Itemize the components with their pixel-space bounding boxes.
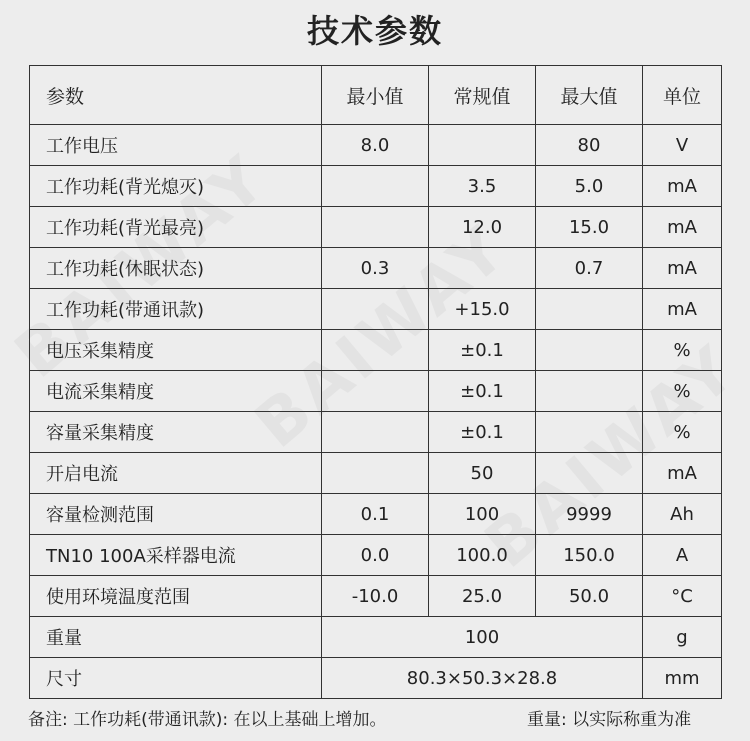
- cell-param: 重量: [30, 617, 322, 658]
- cell-max: 5.0: [536, 166, 643, 207]
- cell-unit: %: [643, 412, 722, 453]
- cell-size-value: 80.3×50.3×28.8: [322, 658, 643, 699]
- cell-typ: 12.0: [429, 207, 536, 248]
- cell-unit: mA: [643, 248, 722, 289]
- cell-min: [322, 166, 429, 207]
- table-row: [30, 576, 722, 617]
- cell-max: 80: [536, 125, 643, 166]
- cell-param: 电流采集精度: [30, 371, 322, 412]
- cell-unit: mA: [643, 166, 722, 207]
- cell-min: [322, 412, 429, 453]
- cell-max: [536, 289, 643, 330]
- cell-typ: 3.5: [429, 166, 536, 207]
- cell-max: 15.0: [536, 207, 643, 248]
- cell-typ: [429, 125, 536, 166]
- cell-max: 150.0: [536, 535, 643, 576]
- cell-min: -10.0: [322, 576, 429, 617]
- cell-unit: mA: [643, 453, 722, 494]
- table-row: [30, 371, 722, 412]
- header-max: 最大值: [536, 66, 643, 125]
- cell-typ: [429, 248, 536, 289]
- cell-weight-value: 100: [322, 617, 643, 658]
- cell-max: 9999: [536, 494, 643, 535]
- cell-typ: +15.0: [429, 289, 536, 330]
- cell-param: 使用环境温度范围: [30, 576, 322, 617]
- cell-min: [322, 330, 429, 371]
- cell-param: 电压采集精度: [30, 330, 322, 371]
- table-row: [30, 494, 722, 535]
- table-row-weight: [30, 617, 722, 658]
- table-row: [30, 289, 722, 330]
- cell-param: 工作电压: [30, 125, 322, 166]
- cell-typ: ±0.1: [429, 330, 536, 371]
- header-unit: 单位: [643, 66, 722, 125]
- cell-unit: mA: [643, 207, 722, 248]
- table-row: [30, 535, 722, 576]
- cell-min: 8.0: [322, 125, 429, 166]
- cell-param: 工作功耗(背光熄灭): [30, 166, 322, 207]
- table-header-row: [30, 66, 722, 125]
- cell-param: 容量采集精度: [30, 412, 322, 453]
- cell-min: 0.0: [322, 535, 429, 576]
- cell-typ: 100: [429, 494, 536, 535]
- cell-max: 50.0: [536, 576, 643, 617]
- cell-unit: g: [643, 617, 722, 658]
- table-row: [30, 166, 722, 207]
- table-row: [30, 125, 722, 166]
- cell-param: 工作功耗(带通讯款): [30, 289, 322, 330]
- header-min: 最小值: [322, 66, 429, 125]
- cell-typ: ±0.1: [429, 371, 536, 412]
- cell-param: 工作功耗(背光最亮): [30, 207, 322, 248]
- cell-min: [322, 289, 429, 330]
- cell-typ: ±0.1: [429, 412, 536, 453]
- header-param: 参数: [30, 66, 322, 125]
- cell-unit: mm: [643, 658, 722, 699]
- cell-min: [322, 453, 429, 494]
- cell-unit: %: [643, 330, 722, 371]
- cell-max: [536, 453, 643, 494]
- page-title: 技术参数: [306, 12, 443, 50]
- cell-max: [536, 412, 643, 453]
- cell-typ: 100.0: [429, 535, 536, 576]
- cell-param: 工作功耗(休眠状态): [30, 248, 322, 289]
- cell-unit: %: [643, 371, 722, 412]
- cell-param: TN10 100A采样器电流: [30, 535, 322, 576]
- table-row: [30, 248, 722, 289]
- table-row: [30, 412, 722, 453]
- cell-min: 0.3: [322, 248, 429, 289]
- cell-unit: V: [643, 125, 722, 166]
- cell-typ: 25.0: [429, 576, 536, 617]
- cell-max: [536, 371, 643, 412]
- table-row: [30, 453, 722, 494]
- spec-table: [29, 65, 722, 699]
- footnote-right: 重量: 以实际称重为准: [527, 710, 692, 730]
- cell-param: 尺寸: [30, 658, 322, 699]
- cell-param: 开启电流: [30, 453, 322, 494]
- cell-unit: Ah: [643, 494, 722, 535]
- footnote-left: 备注: 工作功耗(带通讯款): 在以上基础上增加。: [28, 710, 387, 730]
- cell-max: [536, 330, 643, 371]
- cell-unit: °C: [643, 576, 722, 617]
- table-row: [30, 330, 722, 371]
- cell-min: [322, 371, 429, 412]
- cell-unit: mA: [643, 289, 722, 330]
- table-row-size: [30, 658, 722, 699]
- header-typ: 常规值: [429, 66, 536, 125]
- cell-min: [322, 207, 429, 248]
- cell-unit: A: [643, 535, 722, 576]
- cell-min: 0.1: [322, 494, 429, 535]
- cell-max: 0.7: [536, 248, 643, 289]
- table-row: [30, 207, 722, 248]
- cell-typ: 50: [429, 453, 536, 494]
- cell-param: 容量检测范围: [30, 494, 322, 535]
